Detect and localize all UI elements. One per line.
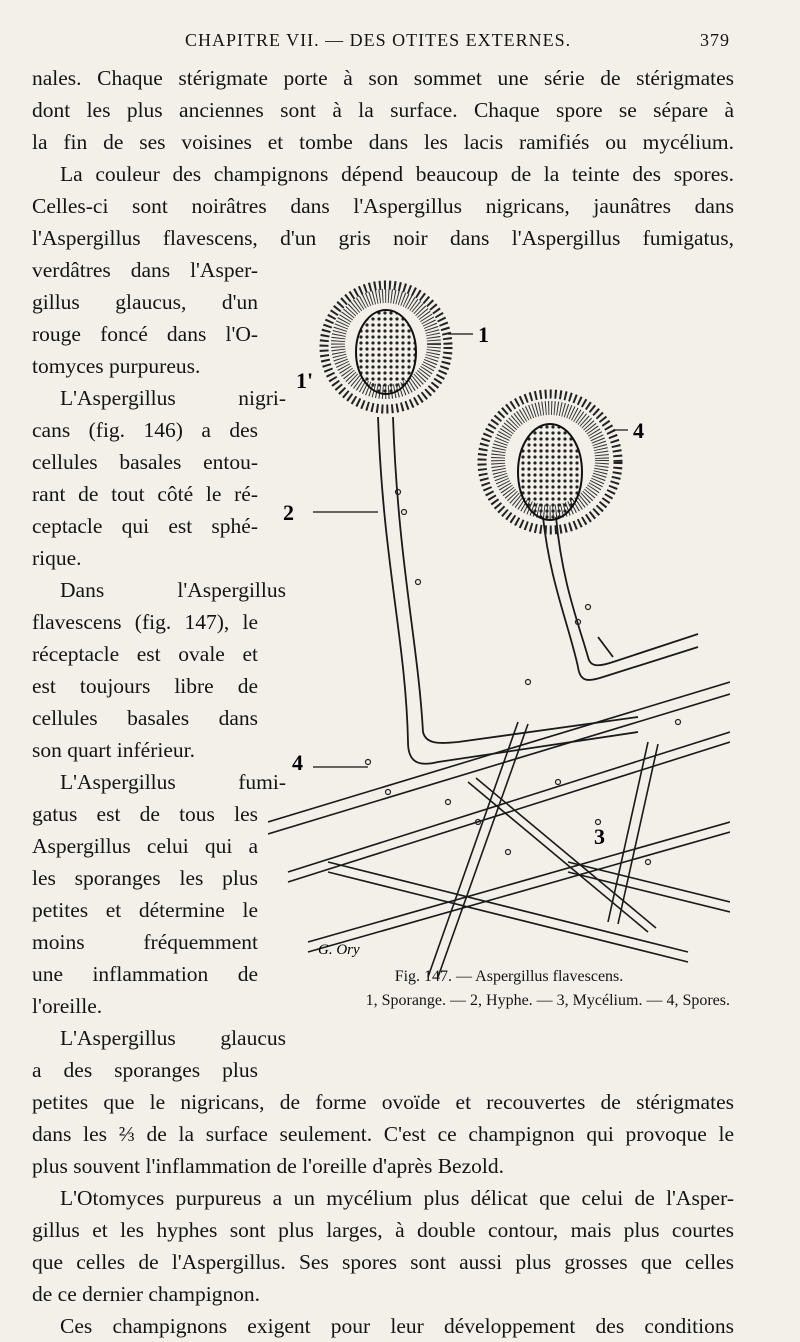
text-line: cellules basales entou- (32, 450, 258, 474)
figure-caption (268, 968, 730, 1010)
text-line: gillus et les hyphes sont plus larges, à double contour, mais plus courtes (32, 1218, 734, 1242)
text-line: petites que le nigricans, de forme ovoïde et recouvertes de stérigmates (32, 1090, 734, 1114)
text-line: que celles de l'Aspergillus. Ses spores sont aussi plus grosses que celles (32, 1250, 734, 1274)
label-4-top: 4 (633, 418, 644, 443)
caption-title: Fig. 147. — Aspergillus flavescens. (394, 968, 624, 985)
text-line: de ce dernier champignon. (32, 1282, 261, 1306)
text-line: plus souvent l'inflammation de l'oreille d'après Bezold. (32, 1154, 504, 1178)
text-line: ceptacle qui est sphé- (32, 514, 258, 538)
text-line: Dans l'Aspergillus (60, 578, 286, 602)
text-line: une inflammation de (32, 962, 258, 986)
text-line: est toujours libre de (32, 674, 258, 698)
text-line: l'Aspergillus flavescens, d'un gris noir dans l'Aspergillus fumigatus, (32, 226, 734, 250)
text-line: Aspergillus celui qui a (32, 834, 258, 858)
text-line: L'Aspergillus glaucus (60, 1026, 286, 1050)
aspergillus-illustration (268, 262, 730, 977)
text-line: rouge foncé dans l'O- (32, 322, 258, 346)
text-line: rant de tout côté le ré- (32, 482, 258, 506)
text-line: dont les plus anciennes sont à la surface. Chaque spore se sépare à (32, 98, 734, 122)
running-header (40, 30, 730, 58)
text-line: La couleur des champignons dépend beaucoup de la teinte des spores. (60, 162, 734, 186)
text-line: verdâtres dans l'Asper- (32, 258, 258, 282)
text-line: moins fréquemment (32, 930, 258, 954)
caption-legend: 1, Sporange. — 2, Hyphe. — 3, Mycélium. — 4, Spores. (365, 992, 730, 1009)
mycelium-hyphae (268, 682, 730, 977)
text-line: Celles-ci sont noirâtres dans l'Aspergillus nigricans, jaunâtres dans (32, 194, 734, 218)
label-4-bottom: 4 (292, 750, 303, 775)
text-line: l'oreille. (32, 994, 103, 1018)
sporange-large (324, 285, 448, 409)
sporange-small (482, 394, 618, 530)
text-line: petites et détermine le (32, 898, 258, 922)
text-line: gatus est de tous les (32, 802, 258, 826)
text-line: cans (fig. 146) a des (32, 418, 258, 442)
text-line: nales. Chaque stérigmate porte à son sommet une série de stérigmates (32, 66, 734, 90)
text-line: gillus glaucus, d'un (32, 290, 258, 314)
label-3: 3 (594, 824, 605, 849)
engraver-signature: G. Ory (318, 942, 360, 958)
text-line: flavescens (fig. 147), le (32, 610, 258, 634)
text-line: son quart inférieur. (32, 738, 195, 762)
text-line: la fin de ses voisines et tombe dans les lacis ramifiés ou mycélium. (32, 130, 734, 154)
text-line: Ces champignons exigent pour leur développement des conditions (60, 1314, 734, 1338)
text-line: réceptacle est ovale et (32, 642, 258, 666)
text-line: L'Otomyces purpureus a un mycélium plus délicat que celui de l'Asper- (60, 1186, 734, 1210)
label-2: 2 (283, 500, 294, 525)
text-line: L'Aspergillus nigri- (60, 386, 286, 410)
text-line: a des sporanges plus (32, 1058, 258, 1082)
label-1: 1 (478, 322, 489, 347)
chapter-title: CHAPITRE VII. — DES OTITES EXTERNES. (185, 30, 572, 50)
page-number: 379 (700, 30, 730, 50)
label-1-prime: 1' (296, 368, 314, 393)
text-line: rique. (32, 546, 82, 570)
text-line: dans les ⅔ de la surface seulement. C'est ce champignon qui provoque le (32, 1122, 734, 1146)
text-line: tomyces purpureus. (32, 354, 201, 378)
text-line: les sporanges les plus (32, 866, 258, 890)
text-line: cellules basales dans (32, 706, 258, 730)
text-line: L'Aspergillus fumi- (60, 770, 286, 794)
